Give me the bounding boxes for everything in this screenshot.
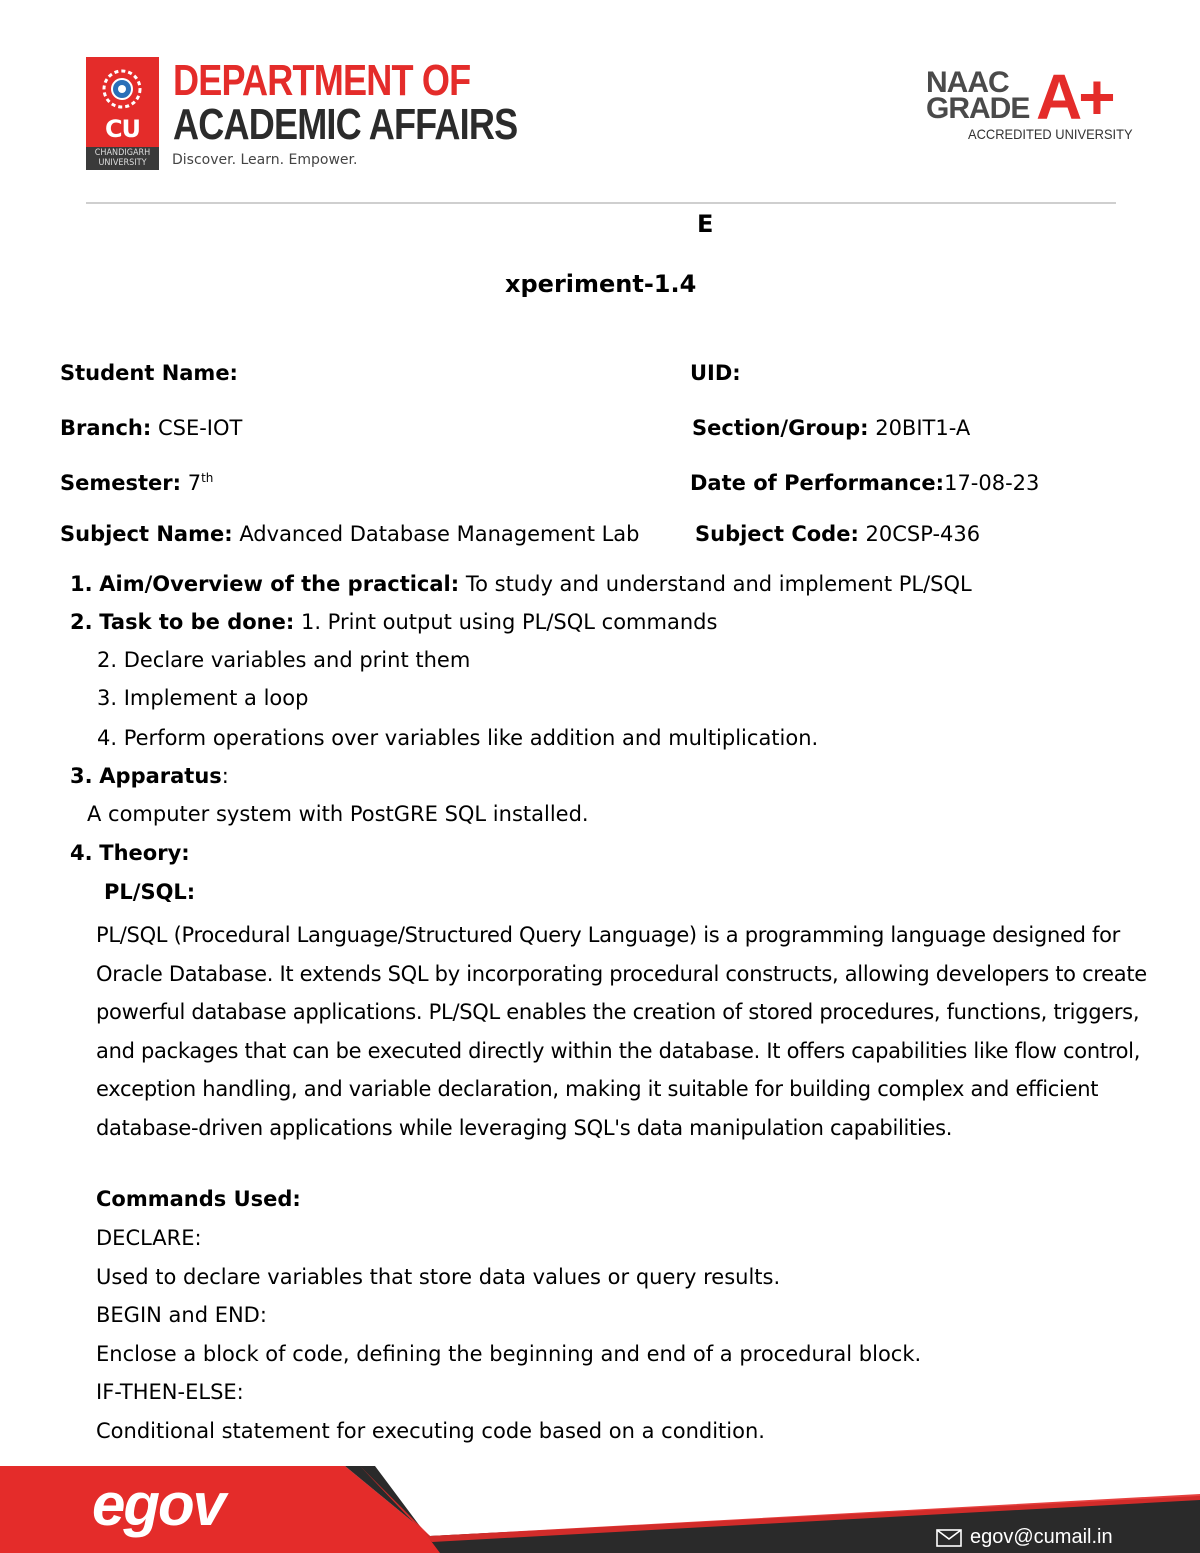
plsql-heading-text: PL/SQL: bbox=[104, 880, 196, 904]
semester-suffix: th bbox=[201, 471, 214, 485]
naac-text: NAAC bbox=[926, 66, 1009, 99]
subject-code-field bbox=[695, 522, 980, 546]
commands-heading-text: Commands Used: bbox=[96, 1187, 301, 1211]
tagline: Discover. Learn. Empower. bbox=[172, 152, 358, 168]
header-divider bbox=[86, 202, 1116, 204]
semester-label: Semester: bbox=[60, 471, 182, 495]
subject-name-field bbox=[60, 522, 640, 546]
apparatus-colon: : bbox=[221, 764, 229, 788]
grade-value: A+ bbox=[1036, 61, 1112, 133]
cmd-begin-desc: Enclose a block of code, defining the beginning and end of a procedural block. bbox=[96, 1342, 922, 1366]
email-text: egov@cumail.in bbox=[970, 1526, 1113, 1548]
semester-field bbox=[60, 471, 213, 495]
title-part2: xperiment-1.4 bbox=[505, 270, 697, 298]
title-part1: E bbox=[697, 210, 714, 238]
date-label: Date of Performance: bbox=[690, 471, 945, 495]
cmd-if: IF-THEN-ELSE: bbox=[96, 1380, 244, 1404]
section-value: 20BIT1-A bbox=[875, 416, 971, 440]
theory-heading bbox=[70, 841, 190, 865]
grade-text: GRADE bbox=[926, 92, 1030, 125]
accredited-text: ACCREDITED UNIVERSITY bbox=[968, 126, 1133, 142]
naac-badge bbox=[926, 61, 1133, 146]
branch-label: Branch: bbox=[60, 416, 152, 440]
cmd-begin: BEGIN and END: bbox=[96, 1303, 267, 1327]
logo-cu-text: CU bbox=[104, 115, 141, 143]
branch-value: CSE-IOT bbox=[157, 416, 243, 440]
footer-email bbox=[936, 1526, 1113, 1549]
aim-value: To study and understand and implement PL/SQL bbox=[465, 572, 972, 596]
uid-label: UID: bbox=[690, 361, 741, 385]
theory-label: Theory: bbox=[99, 841, 190, 865]
logo-university-text: CHANDIGARH UNIVERSITY bbox=[86, 147, 159, 170]
task-item-1: 1. Print output using PL/SQL commands bbox=[300, 610, 718, 634]
egov-logo: egov bbox=[92, 1471, 225, 1538]
semester-value: 7 bbox=[187, 471, 202, 495]
student-name-field bbox=[60, 361, 238, 385]
task-item-3: 3. Implement a loop bbox=[97, 686, 309, 710]
task-item-2: 2. Declare variables and print them bbox=[97, 648, 471, 672]
mail-icon bbox=[936, 1529, 962, 1547]
section-label: Section/Group: bbox=[692, 416, 869, 440]
task-line bbox=[70, 610, 717, 634]
task-label: Task to be done: bbox=[99, 610, 295, 634]
apparatus-heading bbox=[70, 764, 229, 788]
branch-field bbox=[60, 416, 242, 440]
student-name-label: Student Name: bbox=[60, 361, 238, 385]
task-item-4: 4. Perform operations over variables like addition and multiplication. bbox=[97, 726, 819, 750]
subject-code-label: Subject Code: bbox=[695, 522, 859, 546]
apparatus-label: Apparatus bbox=[99, 764, 222, 788]
theory-number: 4. bbox=[70, 841, 93, 865]
plsql-heading bbox=[104, 880, 195, 904]
uid-field bbox=[690, 361, 741, 385]
dept-title-line2: ACADEMIC AFFAIRS bbox=[173, 100, 518, 149]
task-number: 2. bbox=[70, 610, 93, 634]
cmd-declare-desc: Used to declare variables that store data values or query results. bbox=[96, 1265, 781, 1289]
aim-number: 1. bbox=[70, 572, 93, 596]
aim-label: Aim/Overview of the practical: bbox=[99, 572, 460, 596]
apparatus-value: A computer system with PostGRE SQL installed. bbox=[87, 802, 589, 826]
date-value: 17-08-23 bbox=[944, 471, 1040, 495]
cu-logo bbox=[86, 57, 159, 169]
apparatus-number: 3. bbox=[70, 764, 93, 788]
subject-name-value: Advanced Database Management Lab bbox=[239, 522, 640, 546]
cu-emblem-icon bbox=[98, 65, 146, 113]
cmd-declare: DECLARE: bbox=[96, 1226, 202, 1250]
aim-line bbox=[70, 572, 972, 596]
section-field bbox=[692, 416, 970, 440]
subject-code-value: 20CSP-436 bbox=[865, 522, 981, 546]
plsql-paragraph: PL/SQL (Procedural Language/Structured Query Language) is a programming language designed for Oracle Database. It extends SQL by incorporating procedural constructs, allowing developers to create powerful database applications. PL/SQL enables the creation of stored procedures, functions, triggers, and packages that can be executed directly within the database. It offers capabilities like flow control, exception handling, and variable declaration, making it suitable for building complex and efficient database-driven applications while leveraging SQL's data manipulation capabilities. bbox=[96, 923, 1147, 1140]
dept-title-line1: DEPARTMENT OF bbox=[173, 56, 471, 105]
cmd-if-desc: Conditional statement for executing code based on a condition. bbox=[96, 1419, 765, 1443]
date-field bbox=[690, 471, 1039, 495]
commands-heading bbox=[96, 1187, 301, 1211]
subject-name-label: Subject Name: bbox=[60, 522, 233, 546]
